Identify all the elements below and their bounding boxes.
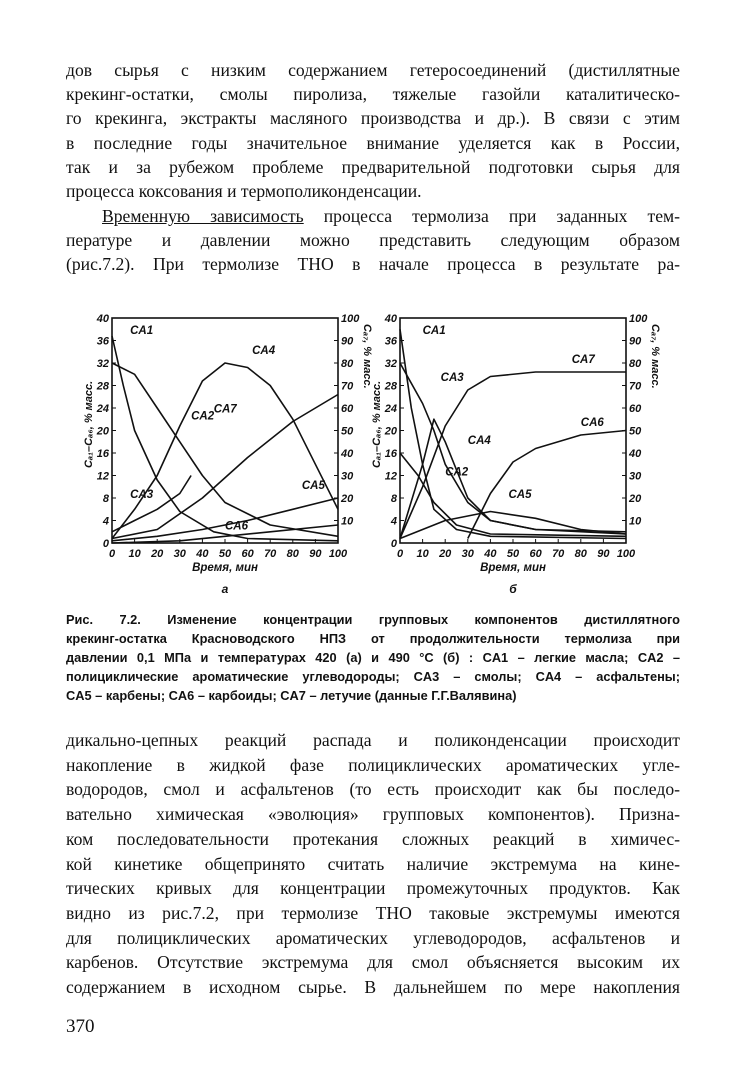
x-tick-label: 40 <box>196 548 209 560</box>
x-tick-label: 70 <box>264 548 277 560</box>
caption-line: Рис. 7.2. Изменение концентрации групповых компонентов дистиллятного <box>66 612 680 627</box>
right-y-axis-title: Cₐ₇, % масс. <box>361 324 373 389</box>
right-y-tick-label: 100 <box>341 313 360 325</box>
curve-label: CA5 <box>508 489 532 501</box>
text-line: кой кинетике общепринято считать наличие экстремума на кине- <box>66 853 680 874</box>
right-y-tick-label: 10 <box>341 515 354 528</box>
text-line <box>66 204 680 228</box>
right-y-tick-label: 90 <box>629 335 642 348</box>
text-line: карбенов. Отсутствие экстремума для смол объясняется высоким их <box>66 952 680 973</box>
x-tick-label: 0 <box>396 548 404 560</box>
second-paragraph <box>66 204 680 277</box>
curve-label: CA1 <box>130 324 154 337</box>
text-line: крекинг-остатки, смолы пиролиза, тяжелые газойли каталитическо- <box>66 84 680 105</box>
figure-7-2 <box>83 300 661 600</box>
text-line: содержанием в исходном сырье. В дальнейшем по мере накопления <box>66 977 680 998</box>
text-line: для полициклических ароматических углеводородов, асфальтенов и <box>66 927 680 948</box>
plot-frame <box>112 318 338 543</box>
x-tick-label: 90 <box>309 548 322 560</box>
text-line: видно из рис.7.2, при термолизе ТНО таковые экстремумы имеются <box>66 902 680 923</box>
panel-label: а <box>221 582 229 596</box>
left-y-tick-label: 36 <box>384 335 397 348</box>
left-y-tick-label: 32 <box>384 358 397 370</box>
left-y-tick-label: 16 <box>384 448 397 460</box>
left-y-tick-label: 40 <box>384 313 397 325</box>
right-y-tick-label: 80 <box>629 358 642 370</box>
x-tick-label: 80 <box>574 548 587 560</box>
right-y-tick-label: 60 <box>341 403 354 415</box>
curve-ca1 <box>112 336 338 541</box>
left-y-tick-label: 24 <box>384 403 397 415</box>
left-y-tick-label: 40 <box>96 313 109 325</box>
page-number: 370 <box>66 1016 95 1037</box>
caption-line: полициклические ароматические углеводороды; CA3 – смолы; CA4 – асфальтены; <box>66 669 680 684</box>
text-line: так и за рубежом проблеме предварительной подготовки сырья для <box>66 156 680 177</box>
text-line: пературе и давлении можно представить следующим образом <box>66 230 680 251</box>
curve-label: CA4 <box>252 345 276 357</box>
curve-ca4 <box>400 419 626 538</box>
x-tick-label: 20 <box>439 548 452 560</box>
left-y-tick-label: 16 <box>96 448 109 460</box>
left-y-tick-label: 20 <box>96 425 109 438</box>
text-line: накопление в жидкой фазе полициклических ароматических угле- <box>66 754 680 775</box>
right-y-tick-label: 50 <box>629 425 642 438</box>
left-y-tick-label: 0 <box>102 538 109 550</box>
x-tick-label: 10 <box>416 548 429 560</box>
left-y-tick-label: 28 <box>384 380 397 393</box>
curve-label: CA6 <box>225 520 249 533</box>
caption-line: CA5 – карбены; CA6 – карбоиды; CA7 – летучие (данные Г.Г.Валявина) <box>66 688 517 703</box>
right-y-tick-label: 30 <box>629 470 642 483</box>
x-axis-title: Время, мин <box>480 562 546 574</box>
text-line: водородов, смол и асфальтенов (то есть происходит как бы последо- <box>66 779 680 800</box>
x-tick-label: 20 <box>151 548 164 560</box>
text-line: в последние годы значительное внимание уделяется как в России, <box>66 132 680 153</box>
curve-ca4 <box>112 363 338 539</box>
right-y-tick-label: 100 <box>629 313 648 325</box>
left-y-tick-label: 8 <box>390 493 397 505</box>
x-axis-title: Время, мин <box>192 562 258 574</box>
underlined-phrase: Временную зависимость <box>102 206 304 226</box>
left-y-tick-label: 8 <box>102 493 109 505</box>
text-line: дов сырья с низким содержанием гетеросоединений (дистиллятные <box>66 60 680 80</box>
left-y-tick-label: 4 <box>102 515 109 528</box>
curve-ca6 <box>468 431 626 539</box>
right-y-tick-label: 40 <box>341 448 354 460</box>
x-tick-label: 40 <box>484 548 497 560</box>
text-fragment: процесса термолиза при заданных тем- <box>303 206 680 226</box>
left-y-axis-title: Cₐ₁–Cₐ₆, % масс. <box>83 380 95 468</box>
curve-ca7 <box>400 372 626 539</box>
right-y-tick-label: 70 <box>629 380 642 393</box>
curve-label: CA7 <box>571 354 595 366</box>
curve-label: CA6 <box>580 417 604 429</box>
x-tick-label: 60 <box>529 548 542 560</box>
right-y-tick-label: 20 <box>629 493 642 505</box>
bottom-paragraph <box>66 728 680 1000</box>
curve-label: CA3 <box>440 372 464 384</box>
left-y-tick-label: 24 <box>96 403 109 415</box>
x-tick-label: 100 <box>616 548 636 560</box>
left-y-tick-label: 32 <box>96 358 109 370</box>
left-y-tick-label: 12 <box>96 470 109 483</box>
right-y-tick-label: 50 <box>341 425 354 438</box>
right-y-tick-label: 10 <box>629 515 642 528</box>
curve-label: CA2 <box>191 410 215 423</box>
text-line: ком последовательности протекания сложных реакций в химичес- <box>66 828 680 849</box>
curve-ca7 <box>112 395 338 539</box>
right-y-tick-label: 40 <box>629 448 642 460</box>
text-line: го крекинга, экстракты масляного производства и др.). В связи с этим <box>66 108 680 129</box>
x-tick-label: 30 <box>173 548 186 560</box>
x-tick-label: 0 <box>108 548 116 560</box>
x-tick-label: 80 <box>286 548 299 560</box>
text-line: процесса коксования и термополиконденсации. <box>66 181 422 202</box>
x-tick-label: 90 <box>597 548 610 560</box>
x-tick-label: 100 <box>328 548 348 560</box>
x-tick-label: 50 <box>506 548 520 560</box>
left-y-tick-label: 0 <box>390 538 397 550</box>
text-line: дикально-цепных реакций распада и поликонденсации происходит <box>66 730 680 750</box>
curve-label: CA1 <box>422 324 446 337</box>
left-y-tick-label: 36 <box>96 335 109 348</box>
right-y-tick-label: 20 <box>341 493 354 505</box>
right-y-tick-label: 60 <box>629 403 642 415</box>
caption-line: давлении 0,1 МПа и температурах 420 (а) и 490 °С (б) : CA1 – легкие масла; CA2 – <box>66 650 680 665</box>
right-y-tick-label: 80 <box>341 358 354 370</box>
x-tick-label: 10 <box>128 548 141 560</box>
panel-label: б <box>509 582 517 596</box>
top-paragraph <box>66 58 680 203</box>
text-line: тических кривых для концентрации промежуточных продуктов. Как <box>66 878 680 899</box>
x-tick-label: 60 <box>241 548 254 560</box>
curve-label: CA4 <box>467 435 491 447</box>
text-line: (рис.7.2). При термолизе ТНО в начале процесса в результате ра- <box>66 254 680 275</box>
figure-caption <box>66 610 680 705</box>
left-y-tick-label: 4 <box>390 515 397 528</box>
caption-line: крекинг-остатка Красноводского НПЗ от продолжительности термолиза при <box>66 631 680 646</box>
left-y-tick-label: 20 <box>384 425 397 438</box>
left-y-axis-title: Cₐ₁–Cₐ₆, % масс. <box>371 380 383 468</box>
right-y-axis-title: Cₐ₇, % масс. <box>649 324 661 389</box>
curve-label: CA7 <box>213 403 237 416</box>
left-y-tick-label: 28 <box>96 380 109 393</box>
left-y-tick-label: 12 <box>384 470 397 483</box>
right-y-tick-label: 90 <box>341 335 354 348</box>
curve-label: CA3 <box>130 489 154 501</box>
right-y-tick-label: 30 <box>341 470 354 483</box>
right-y-tick-label: 70 <box>341 380 354 393</box>
curve-ca2 <box>112 363 338 536</box>
curve-label: CA2 <box>445 466 469 479</box>
x-tick-label: 50 <box>218 548 232 560</box>
text-line: вательно химическая «эволюция» групповых компонентов). Призна- <box>66 804 680 825</box>
x-tick-label: 70 <box>552 548 565 560</box>
x-tick-label: 30 <box>461 548 474 560</box>
curve-label: CA5 <box>301 480 325 492</box>
